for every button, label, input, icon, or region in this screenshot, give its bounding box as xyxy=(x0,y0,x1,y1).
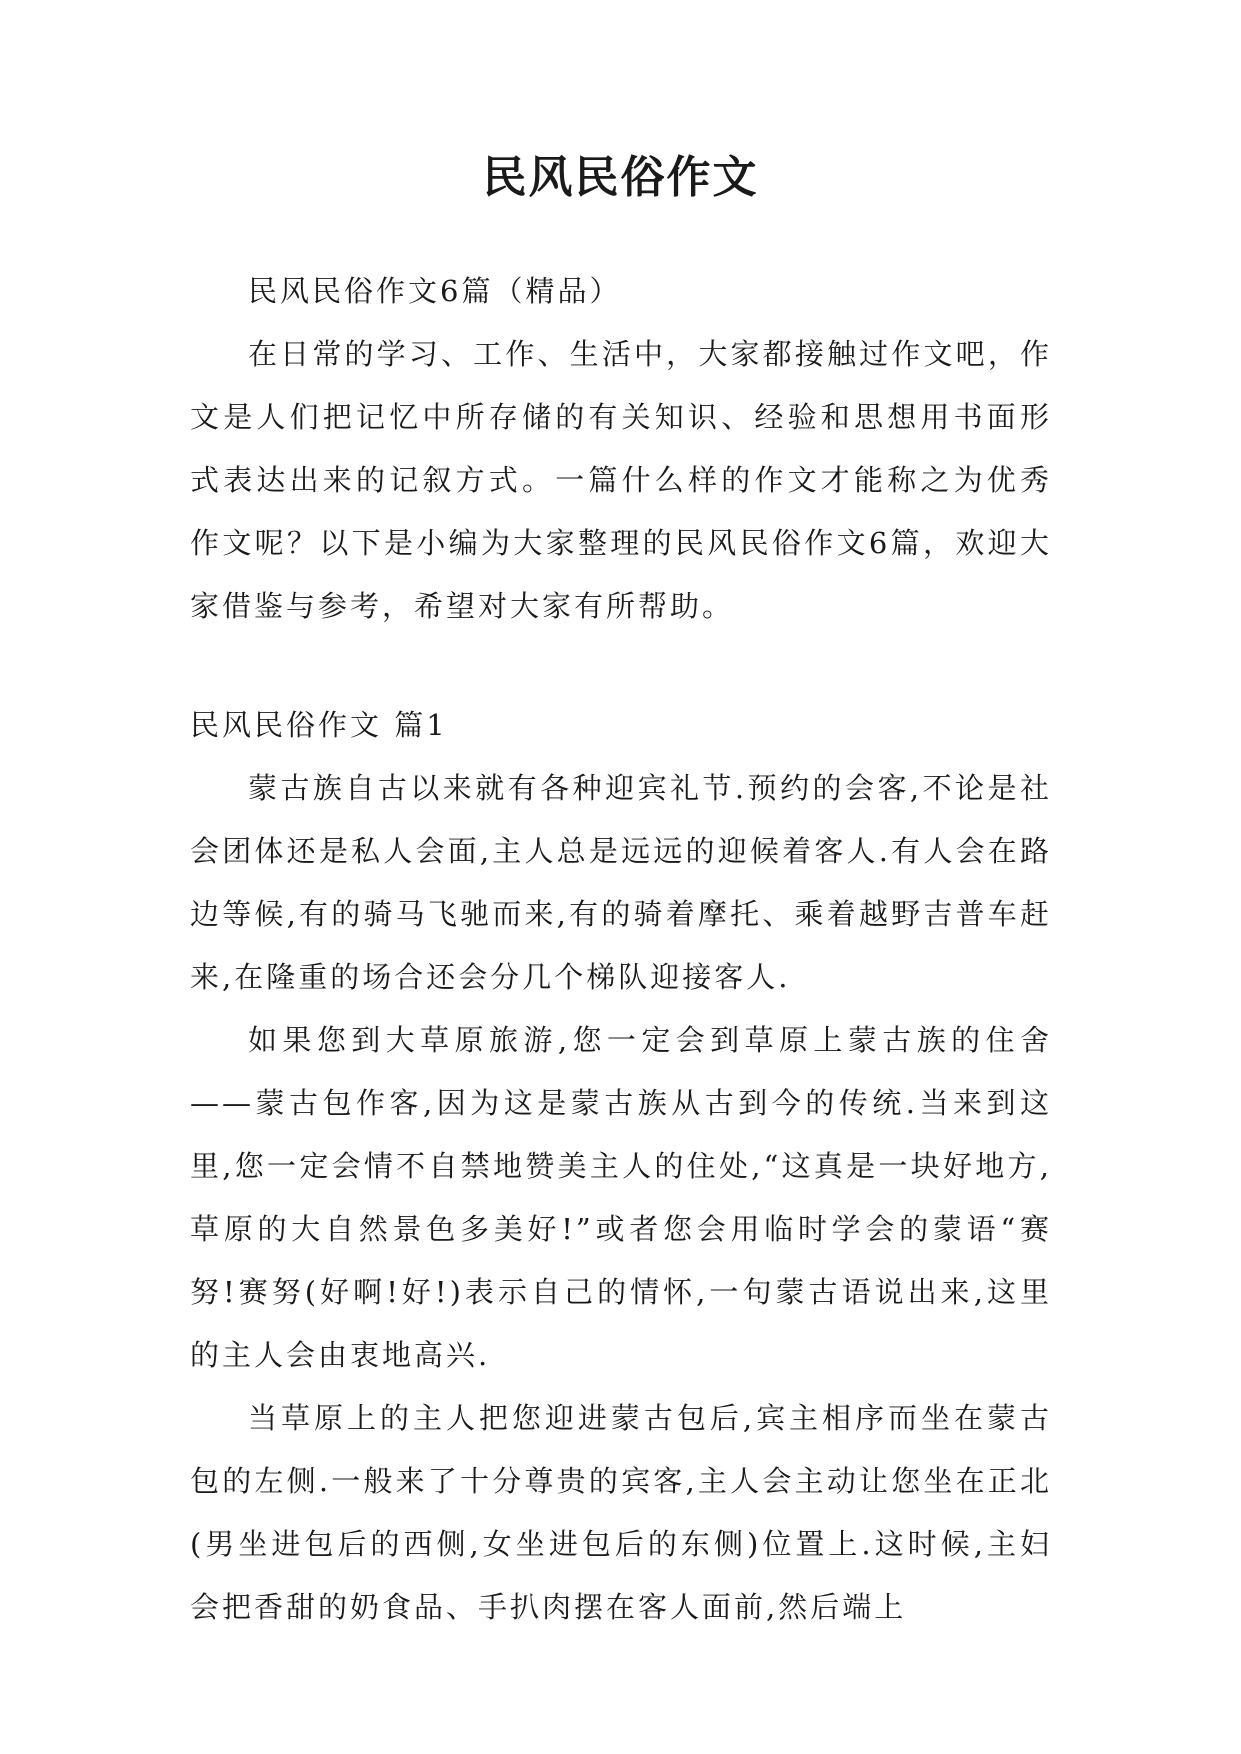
document-title: 民风民俗作文 xyxy=(482,152,759,203)
document-subtitle: 民风民俗作文6篇（精品） xyxy=(248,274,622,308)
section-heading: 民风民俗作文 篇1 xyxy=(190,708,448,742)
body-paragraph-3: 当草原上的主人把您迎进蒙古包后,宾主相序而坐在蒙古包的左侧.一般来了十分尊贵的宾客,主人会主动让您坐在正北(男坐进包后的西侧,女坐进包后的东侧)位置上.这时候,主妇会把香甜的奶食品、手扒肉摆在客人面前,然后端上 xyxy=(190,1401,1052,1624)
intro-paragraph: 在日常的学习、工作、生活中，大家都接触过作文吧，作文是人们把记忆中所存储的有关知识、经验和思想用书面形式表达出来的记叙方式。一篇什么样的作文才能称之为优秀作文呢？以下是小编为大家整理的民风民俗作文6篇，欢迎大家借鉴与参考，希望对大家有所帮助。 xyxy=(190,337,1052,623)
body-paragraph-2: 如果您到大草原旅游,您一定会到草原上蒙古族的住舍——蒙古包作客,因为这是蒙古族从古到今的传统.当来到这里,您一定会情不自禁地赞美主人的住处,“这真是一块好地方,草原的大自然景色多美好!”或者您会用临时学会的蒙语“赛努!赛努(好啊!好!)表示自己的情怀,一句蒙古语说出来,这里的主人会由衷地高兴. xyxy=(190,1023,1052,1372)
document-body xyxy=(190,260,1052,1639)
section-spacer xyxy=(190,638,1052,694)
body-paragraph-1: 蒙古族自古以来就有各种迎宾礼节.预约的会客,不论是社会团体还是私人会面,主人总是远远的迎候着客人.有人会在路边等候,有的骑马飞驰而来,有的骑着摩托、乘着越野吉普车赶来,在隆重的场合还会分几个梯队迎接客人. xyxy=(190,771,1052,994)
